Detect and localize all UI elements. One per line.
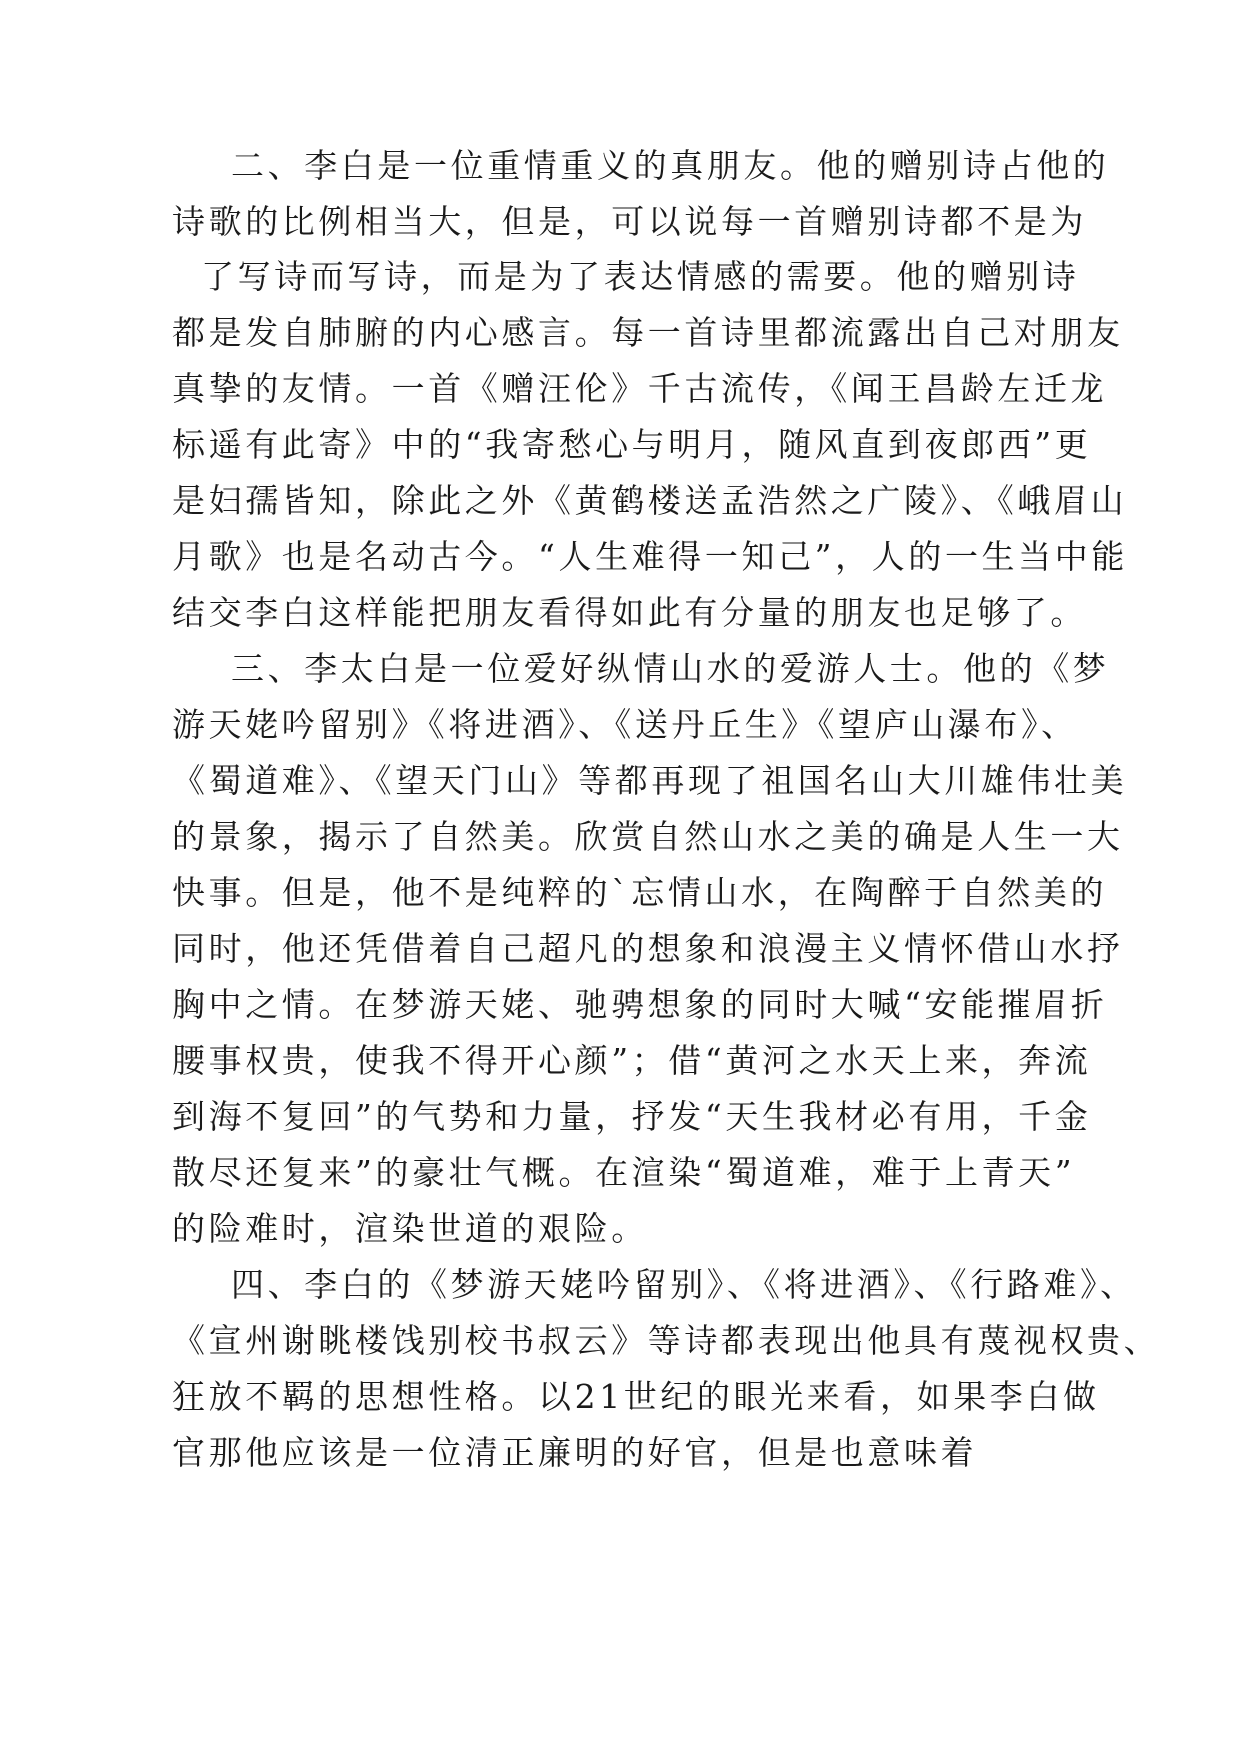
text-line-9: 结交李白这样能把朋友看得如此有分量的朋友也足够了。 bbox=[172, 593, 1087, 632]
text-line-12: 《蜀道难》、《望天门山》等都再现了祖国名山大川雄伟壮美 bbox=[172, 761, 1128, 800]
text-line-17: 腰事权贵，使我不得开心颜”；借“黄河之水天上来，奔流 bbox=[172, 1041, 1092, 1080]
text-line-19: 散尽还复来”的豪壮气概。在渲染“蜀道难，难于上青天” bbox=[172, 1153, 1076, 1192]
text-line-13: 的景象，揭示了自然美。欣赏自然山水之美的确是人生一大 bbox=[172, 817, 1124, 856]
text-line-23: 狂放不羁的思想性格。以21世纪的眼光来看，如果李白做 bbox=[172, 1377, 1100, 1416]
text-line-15: 同时，他还凭借着自己超凡的想象和浪漫主义情怀借山水抒 bbox=[172, 929, 1124, 968]
text-line-8: 月歌》也是名动古今。“人生难得一知己”，人的一生当中能 bbox=[172, 537, 1128, 576]
text-line-2: 诗歌的比例相当大，但是，可以说每一首赠别诗都不是为 bbox=[172, 202, 1087, 241]
text-line-20: 的险难时，渲染世道的艰险。 bbox=[172, 1209, 648, 1248]
text-line-16: 胸中之情。在梦游天姥、驰骋想象的同时大喊“安能摧眉折 bbox=[172, 985, 1108, 1024]
text-line-1: 二、李白是一位重情重义的真朋友。他的赠别诗占他的 bbox=[231, 146, 1110, 185]
text-line-18: 到海不复回”的气势和力量，抒发“天生我材必有用，千金 bbox=[172, 1097, 1092, 1136]
text-line-24: 官那他应该是一位清正廉明的好官，但是也意味着 bbox=[172, 1433, 978, 1472]
text-line-5: 真挚的友情。一首《赠汪伦》千古流传，《闻王昌龄左迁龙 bbox=[172, 369, 1108, 408]
text-line-6: 标遥有此寄》中的“我寄愁心与明月，随风直到夜郎西”更 bbox=[172, 425, 1092, 464]
text-line-11: 游天姥吟留别》《将进酒》、《送丹丘生》《望庐山瀑布》、 bbox=[172, 705, 1078, 744]
text-line-21: 四、李白的《梦游天姥吟留别》、《将进酒》、《行路难》、 bbox=[231, 1265, 1137, 1304]
text-line-22: 《宣州谢眺楼饯别校书叔云》等诗都表现出他具有蔑视权贵、 bbox=[172, 1321, 1161, 1360]
text-line-14: 快事。但是，他不是纯粹的`忘情山水，在陶醉于自然美的 bbox=[172, 873, 1108, 912]
text-line-7: 是妇孺皆知，除此之外《黄鹤楼送孟浩然之广陵》、《峨眉山 bbox=[172, 481, 1128, 520]
text-line-3: 了写诗而写诗，而是为了表达情感的需要。他的赠别诗 bbox=[201, 257, 1080, 296]
text-line-10: 三、李太白是一位爱好纵情山水的爱游人士。他的《梦 bbox=[231, 649, 1110, 688]
text-line-4: 都是发自肺腑的内心感言。每一首诗里都流露出自己对朋友 bbox=[172, 313, 1124, 352]
